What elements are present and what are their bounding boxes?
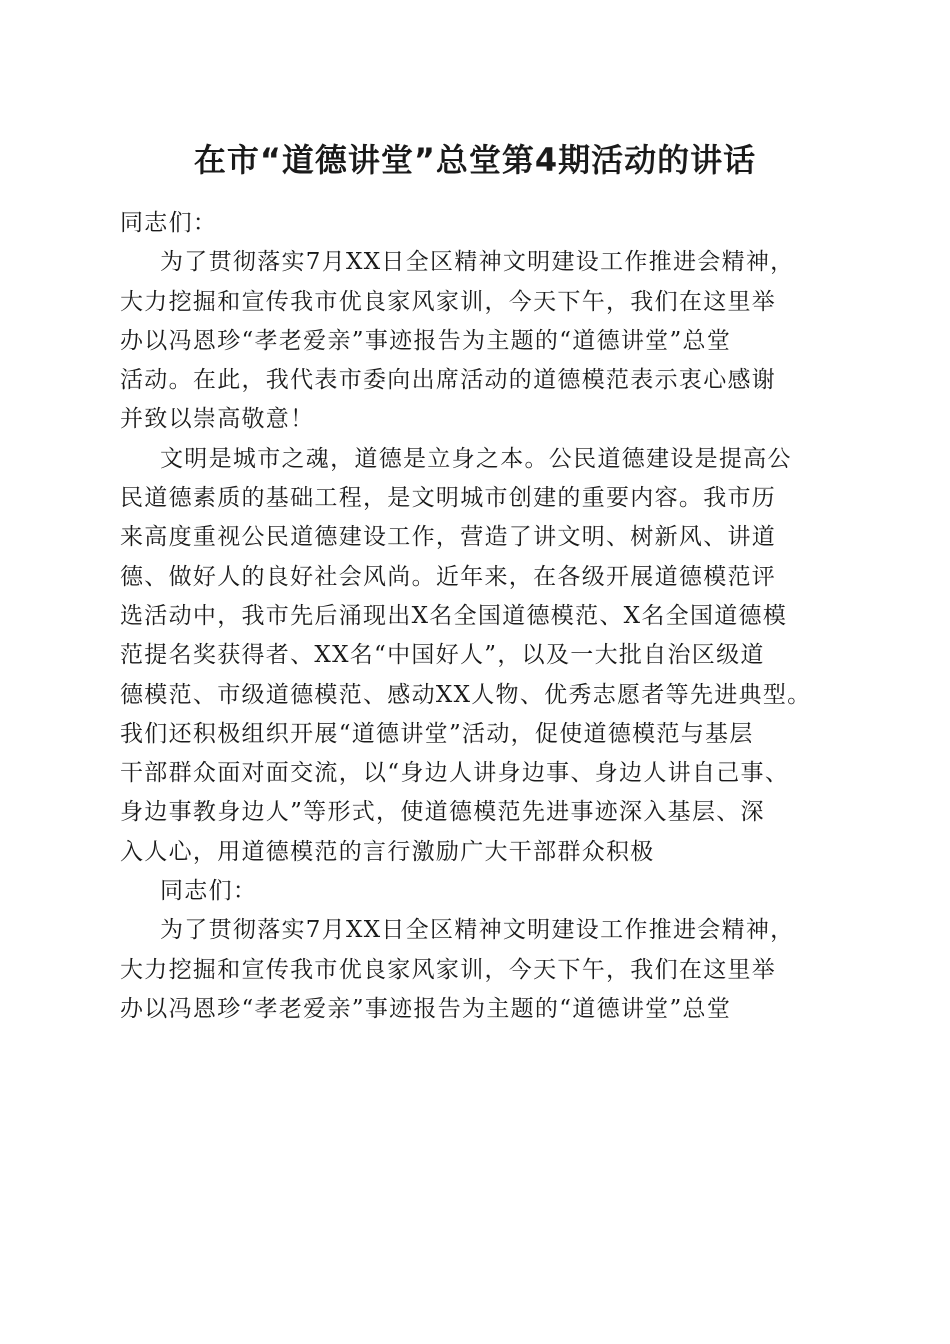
body-text-line: 范提名奖获得者、XX名“中国好人”，以及一大批自治区级道 <box>120 642 765 669</box>
body-text-line: 为了贯彻落实7月XX日全区精神文明建设工作推进会精神， <box>160 917 795 944</box>
body-text-line: 身边事教身边人”等形式，使道德模范先进事迹深入基层、深 <box>120 799 765 826</box>
body-text-line: 德、做好人的良好社会风尚。近年来，在各级开展道德模范评 <box>120 563 777 590</box>
body-text-line: 德模范、市级道德模范、感动XX人物、优秀志愿者等先进典型。 <box>120 681 812 708</box>
body-text-line: 大力挖掘和宣传我市优良家风家训，今天下午，我们在这里举 <box>120 956 777 983</box>
body-text-line: 民道德素质的基础工程，是文明城市创建的重要内容。我市历 <box>120 485 777 512</box>
body-text-line: 办以冯恩珍“孝老爱亲”事迹报告为主题的“道德讲堂”总堂 <box>120 327 732 354</box>
document-title: 在市“道德讲堂”总堂第4期活动的讲话 <box>193 141 757 179</box>
body-text-line: 同志们： <box>120 210 218 236</box>
body-text-line: 大力挖掘和宣传我市优良家风家训，今天下午，我们在这里举 <box>120 288 777 315</box>
document-body <box>120 204 840 1029</box>
body-text-line: 文明是城市之魂，道德是立身之本。公民道德建设是提高公 <box>160 445 792 472</box>
body-text-line: 同志们： <box>160 878 258 905</box>
body-text-line: 干部群众面对面交流，以“身边人讲身边事、身边人讲自己事、 <box>120 760 790 787</box>
body-text-line: 我们还积极组织开展“道德讲堂”活动，促使道德模范与基层 <box>120 720 754 747</box>
body-text-line: 入人心，用道德模范的言行激励广大干部群众积极 <box>120 838 655 865</box>
body-text-line: 为了贯彻落实7月XX日全区精神文明建设工作推进会精神， <box>160 249 795 276</box>
body-text-line: 办以冯恩珍“孝老爱亲”事迹报告为主题的“道德讲堂”总堂 <box>120 995 732 1022</box>
body-text-line: 并致以崇高敬意！ <box>120 406 315 433</box>
body-text-line: 来高度重视公民道德建设工作，营造了讲文明、树新风、讲道 <box>120 524 777 551</box>
body-text-line: 活动。在此，我代表市委向出席活动的道德模范表示衷心感谢 <box>120 367 777 394</box>
body-text-line: 选活动中，我市先后涌现出X名全国道德模范、X名全国道德模 <box>120 602 788 629</box>
